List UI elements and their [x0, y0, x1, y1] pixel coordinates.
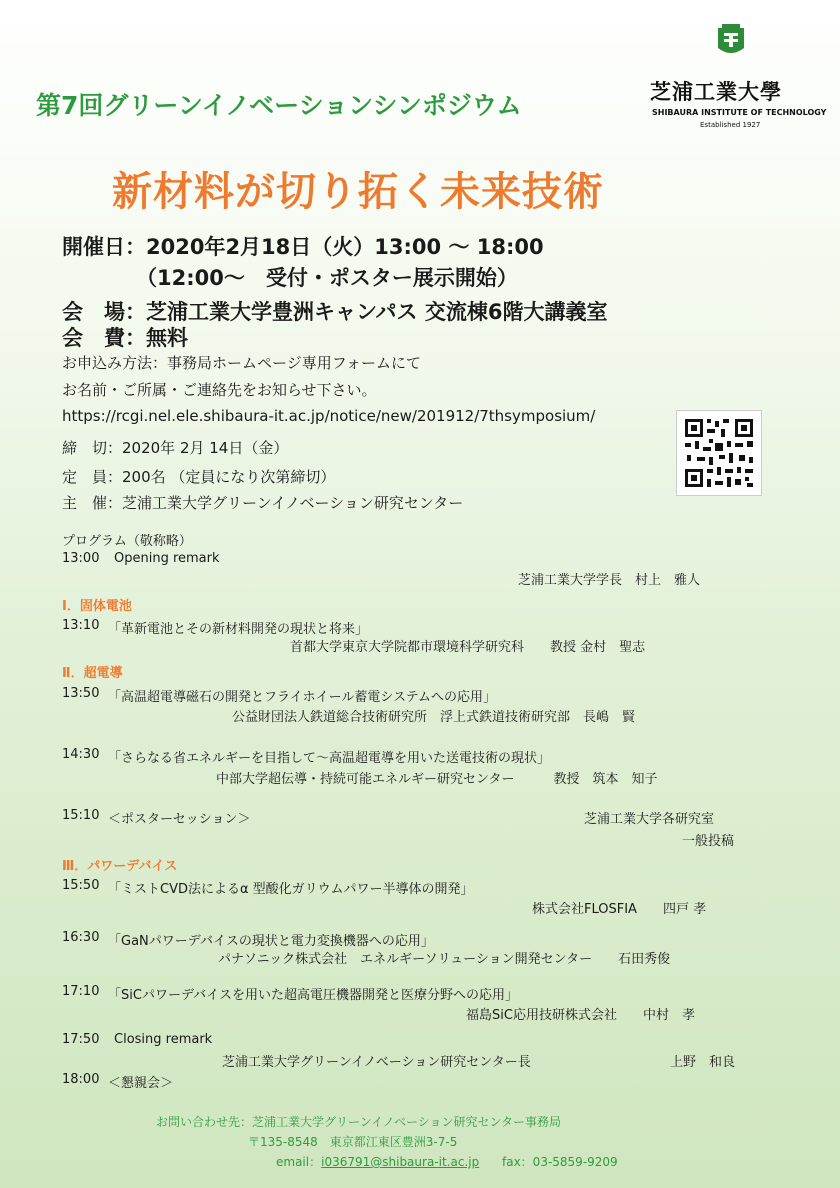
capacity: 定 員：200名 （定員になり次第締切）	[62, 468, 336, 486]
event-date: 開催日：2020年2月18日（火）13:00 ～ 18:00	[62, 235, 544, 259]
email-label: email：	[276, 1155, 322, 1169]
event-fee: 会 費：無料	[62, 326, 188, 350]
section-solid-battery: Ⅰ．固体電池	[62, 599, 132, 614]
event-venue: 会 場：芝浦工業大学豊洲キャンパス 交流棟6階大講義室	[62, 300, 608, 324]
university-crest-icon	[716, 22, 746, 58]
talk-1310: 「革新電池とその新材料開発の現状と将来」	[108, 622, 369, 637]
deadline: 締 切：2020年 2月 14日（金）	[62, 439, 289, 457]
speaker-1510-labs: 芝浦工業大学各研究室	[584, 812, 715, 827]
talk-1550: 「ミストCVD法によるα 型酸化ガリウムパワー半導体の開発」	[108, 882, 474, 897]
time-opening: 13:00	[62, 551, 100, 566]
symposium-subtitle: 第7回グリーンイノベーションシンポジウム	[36, 91, 522, 120]
speaker-1510-general: 一般投稿	[682, 834, 735, 849]
opening-remark: Opening remark	[114, 551, 220, 566]
reception-party: ＜懇親会＞	[108, 1076, 174, 1091]
time-1510: 15:10	[62, 808, 100, 823]
contact-info: お問い合わせ先：芝浦工業大学グリーンイノベーション研究センター事務局	[156, 1115, 562, 1129]
university-name-en: SHIBAURA INSTITUTE OF TECHNOLOGY	[652, 108, 827, 117]
time-1350: 13:50	[62, 686, 100, 701]
speaker-1350: 公益財団法人鉄道総合技術研究所 浮上式鉄道技術研究部 長嶋 賢	[232, 710, 636, 725]
application-instructions: お名前・ご所属・ご連絡先をお知らせ下さい。	[62, 381, 377, 399]
speaker-1550: 株式会社FLOSFIA 四戸 孝	[532, 902, 707, 917]
closing-speaker-name: 上野 和良	[670, 1055, 736, 1070]
qr-code-icon[interactable]	[676, 410, 762, 496]
talk-1350: 「高温超電導磁石の開発とフライホイール蓄電システムへの応用」	[108, 690, 497, 705]
university-name-jp: 芝浦工業大學	[650, 79, 782, 104]
time-1800: 18:00	[62, 1072, 100, 1087]
time-1630: 16:30	[62, 930, 100, 945]
time-1430: 14:30	[62, 747, 100, 762]
organizer: 主 催：芝浦工業大学グリーンイノベーション研究センター	[62, 494, 464, 512]
speaker-1630: パナソニック株式会社 エネルギーソリューション開発センター 石田秀俊	[218, 952, 671, 967]
application-method: お申込み方法：事務局ホームページ専用フォームにて	[62, 354, 421, 372]
talk-1710: 「SiCパワーデバイスを用いた超高電圧機器開発と医療分野への応用」	[108, 988, 519, 1003]
opening-speaker: 芝浦工業大学学長 村上 雅人	[518, 573, 701, 588]
time-1550: 15:50	[62, 878, 100, 893]
section-power-devices: Ⅲ．パワーデバイス	[62, 859, 178, 874]
speaker-1430: 中部大学超伝導・持続可能エネルギー研究センター 教授 筑本 知子	[216, 772, 658, 787]
contact-fax: fax：03-5859-9209	[502, 1155, 618, 1169]
speaker-1710: 福島SiC応用技研株式会社 中村 孝	[466, 1008, 695, 1023]
email-link[interactable]: i036791@shibaura-it.ac.jp	[321, 1155, 480, 1169]
talk-1430: 「さらなる省エネルギーを目指して～高温超電導を用いた送電技術の現状」	[108, 751, 551, 766]
time-1310: 13:10	[62, 618, 100, 633]
time-1750: 17:50	[62, 1032, 100, 1047]
talk-1510: ＜ポスターセッション＞	[108, 812, 251, 827]
registration-url[interactable]: https://rcgi.nel.ele.shibaura-it.ac.jp/notice/new/201912/7thsymposium/	[62, 407, 596, 425]
time-1710: 17:10	[62, 984, 100, 999]
university-established: Established 1927	[700, 121, 761, 129]
reception-time: （12:00～ 受付・ポスター展示開始）	[136, 266, 518, 290]
closing-remark: Closing remark	[114, 1032, 213, 1047]
talk-1630: 「GaNパワーデバイスの現状と電力変換機器への応用」	[108, 934, 434, 949]
section-superconductivity: Ⅱ．超電導	[62, 666, 123, 681]
speaker-1310: 首都大学東京大学院都市環境科学研究科 教授 金村 聖志	[290, 640, 646, 655]
main-title: 新材料が切り拓く未来技術	[112, 169, 604, 215]
closing-speaker-title: 芝浦工業大学グリーンイノベーション研究センター長	[222, 1055, 531, 1070]
program-heading: プログラム（敬称略）	[62, 534, 192, 549]
contact-address: 〒135-8548 東京都江東区豊洲3-7-5	[248, 1135, 458, 1149]
contact-email-line	[276, 1153, 479, 1170]
